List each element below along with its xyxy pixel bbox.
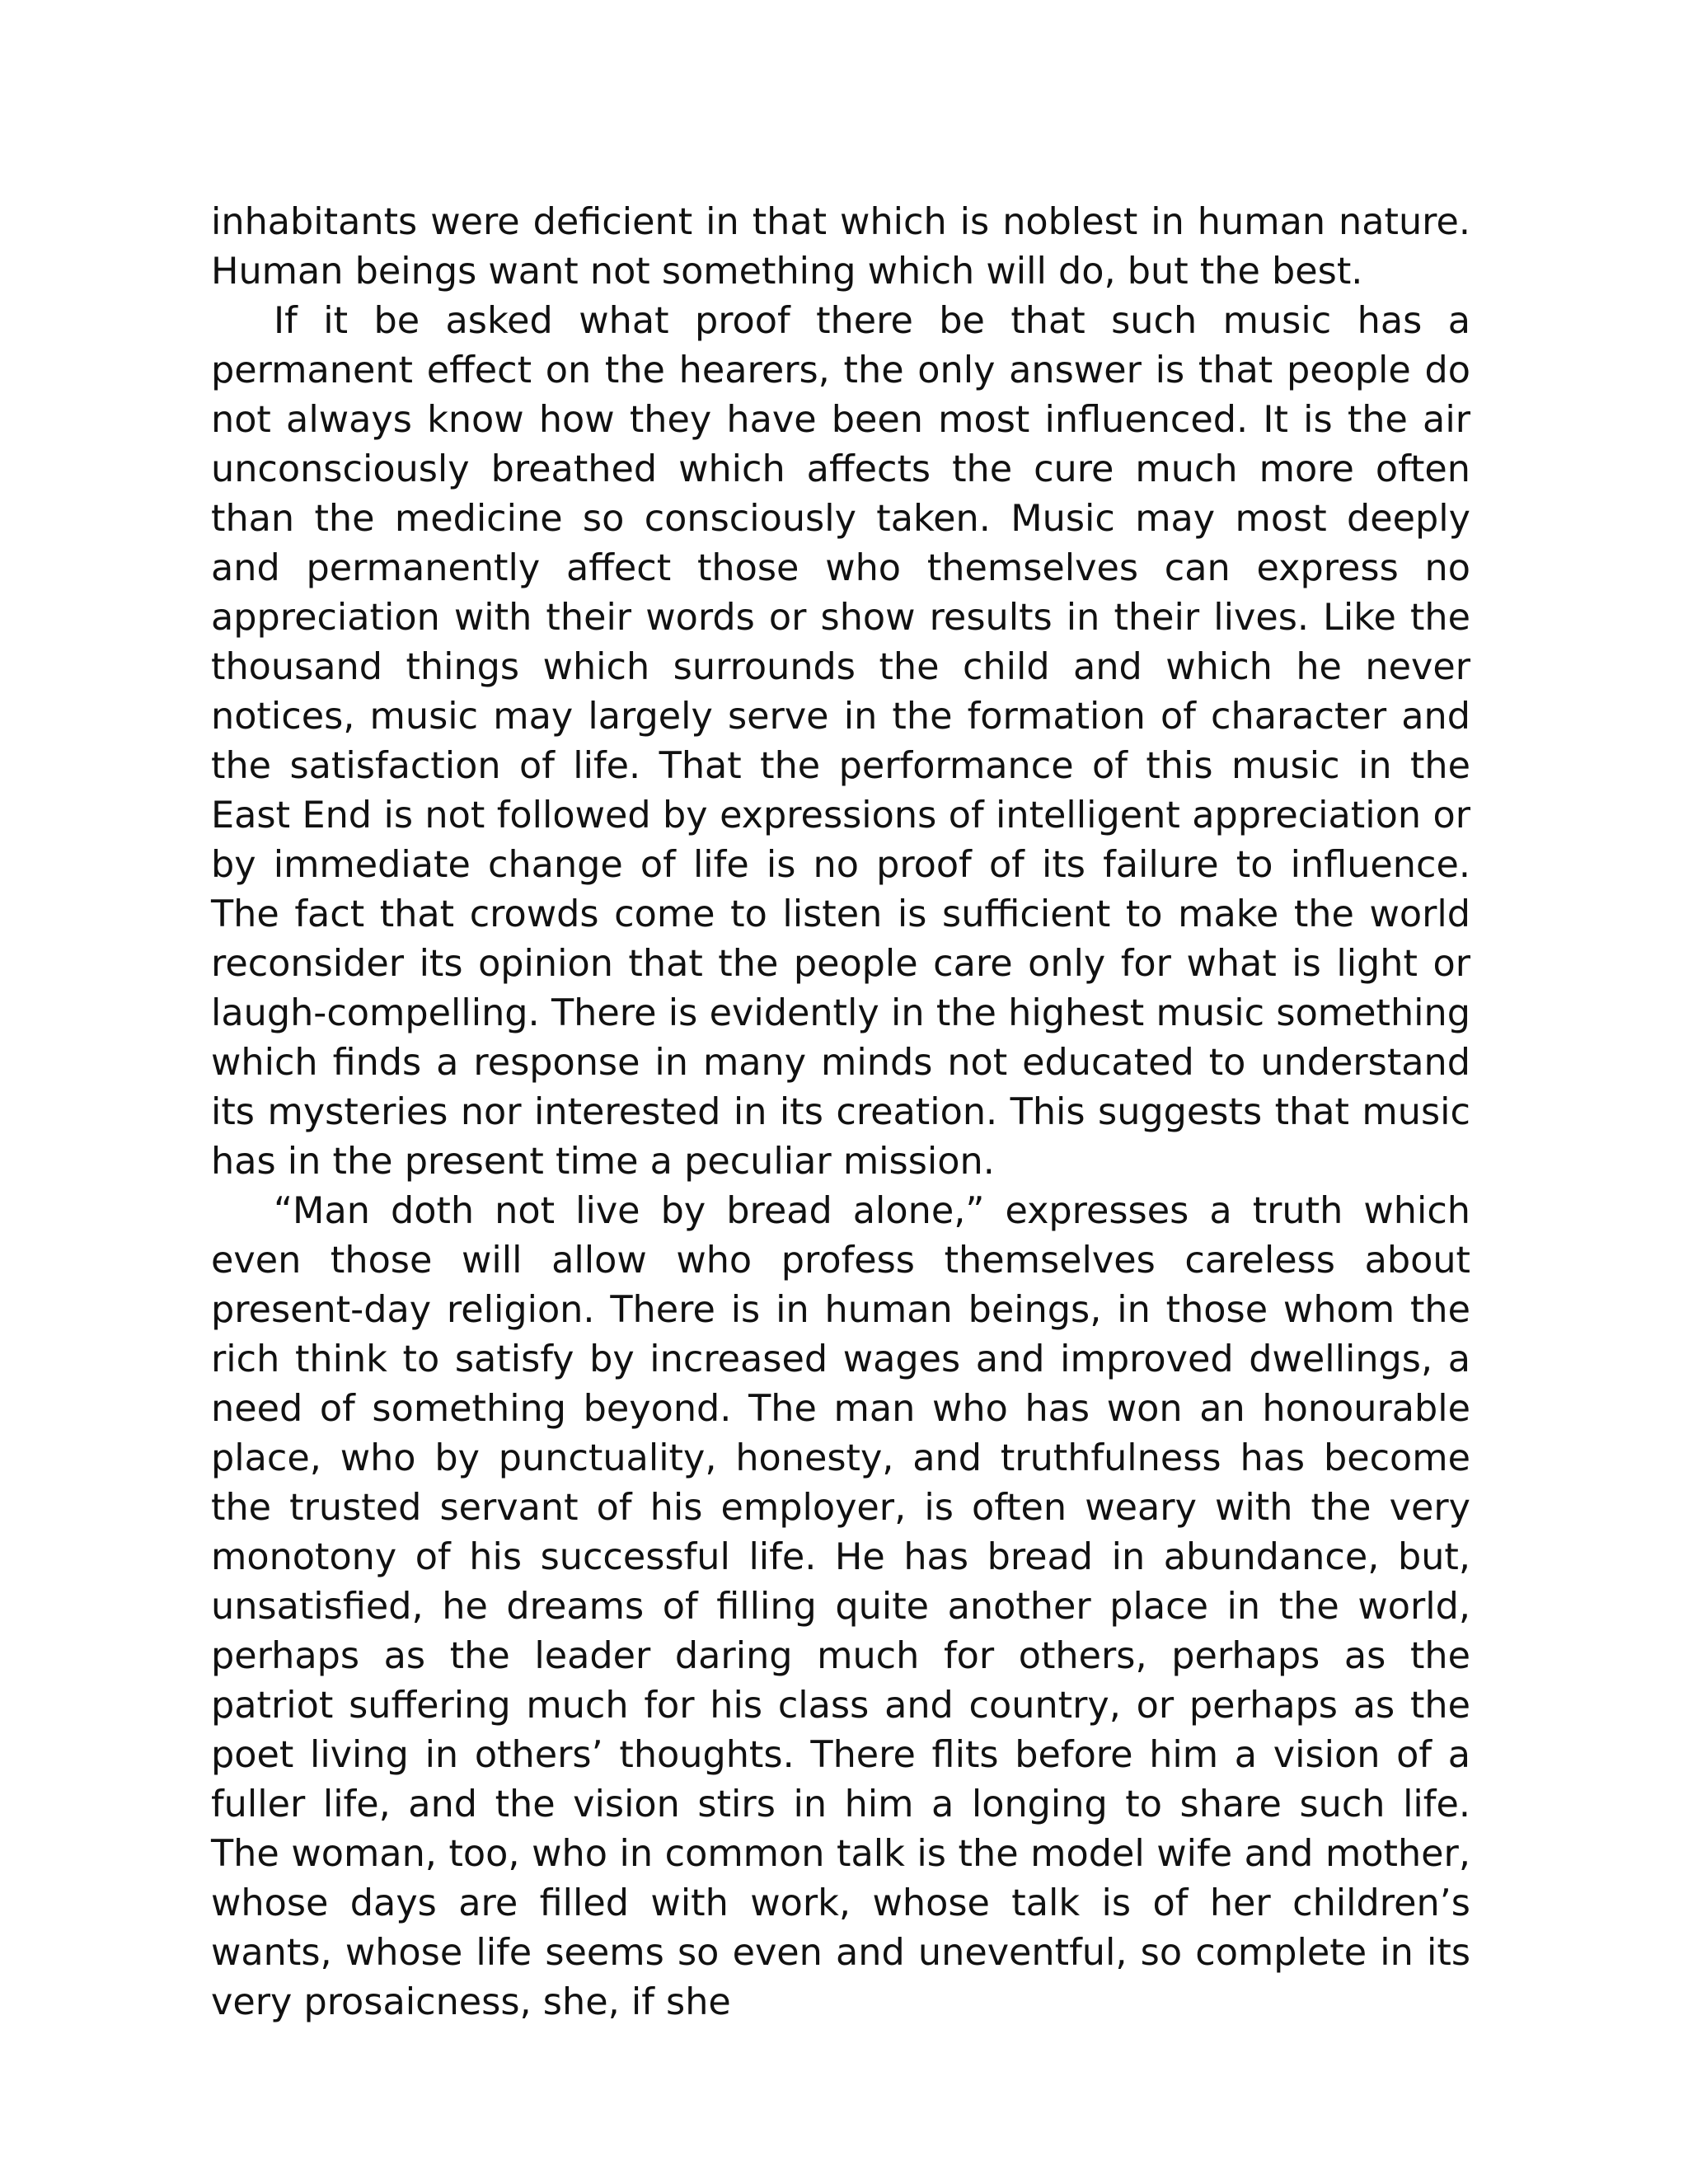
- page-body: [211, 198, 1470, 2027]
- paragraph-bread-alone: “Man doth not live by bread alone,” expresses a truth which even those will allow who profess themselves careless about present-day religion. There is in human beings, in those whom the rich think to satisfy by increased wages and improved dwellings, a need of something beyond. The man who has won an honourable place, who by punctuality, honesty, and truthfulness has become the trusted servant of his employer, is often weary with the very monotony of his successful life. He has bread in abundance, but, unsatisfied, he dreams of filling quite another place in the world, perhaps as the leader daring much for others, perhaps as the patriot suffering much for his class and country, or perhaps as the poet living in others’ thoughts. There flits before him a vision of a fuller life, and the vision stirs in him a longing to share such life. The woman, too, who in common talk is the model wife and mother, whose days are filled with work, whose talk is of her children’s wants, whose life seems so even and uneventful, so complete in its very prosaicness, she, if she: [211, 1190, 1470, 2023]
- paragraph-music-influence: If it be asked what proof there be that such music has a permanent effect on the hearers, the only answer is that people do not always know how they have been most influenced. It is the air unconsciously breathed which affects the cure much more often than the medicine so consciously taken. Music may most deeply and permanently affect those who themselves can express no appreciation with their words or show results in their lives. Like the thousand things which surrounds the child and which he never notices, music may largely serve in the formation of character and the satisfaction of life. That the performance of this music in the East End is not followed by expressions of intelligent appreciation or by immediate change of life is no proof of its failure to influence. The fact that crowds come to listen is sufficient to make the world reconsider its opinion that the people care only for what is light or laugh-compelling. There is evidently in the highest music something which finds a response in many minds not educated to understand its mysteries nor interested in its creation. This suggests that music has in the present time a peculiar mission.: [211, 300, 1470, 1183]
- paragraph-continuation: inhabitants were deficient in that which is noblest in human nature. Human beings want not something which will do, but the best.: [211, 201, 1470, 293]
